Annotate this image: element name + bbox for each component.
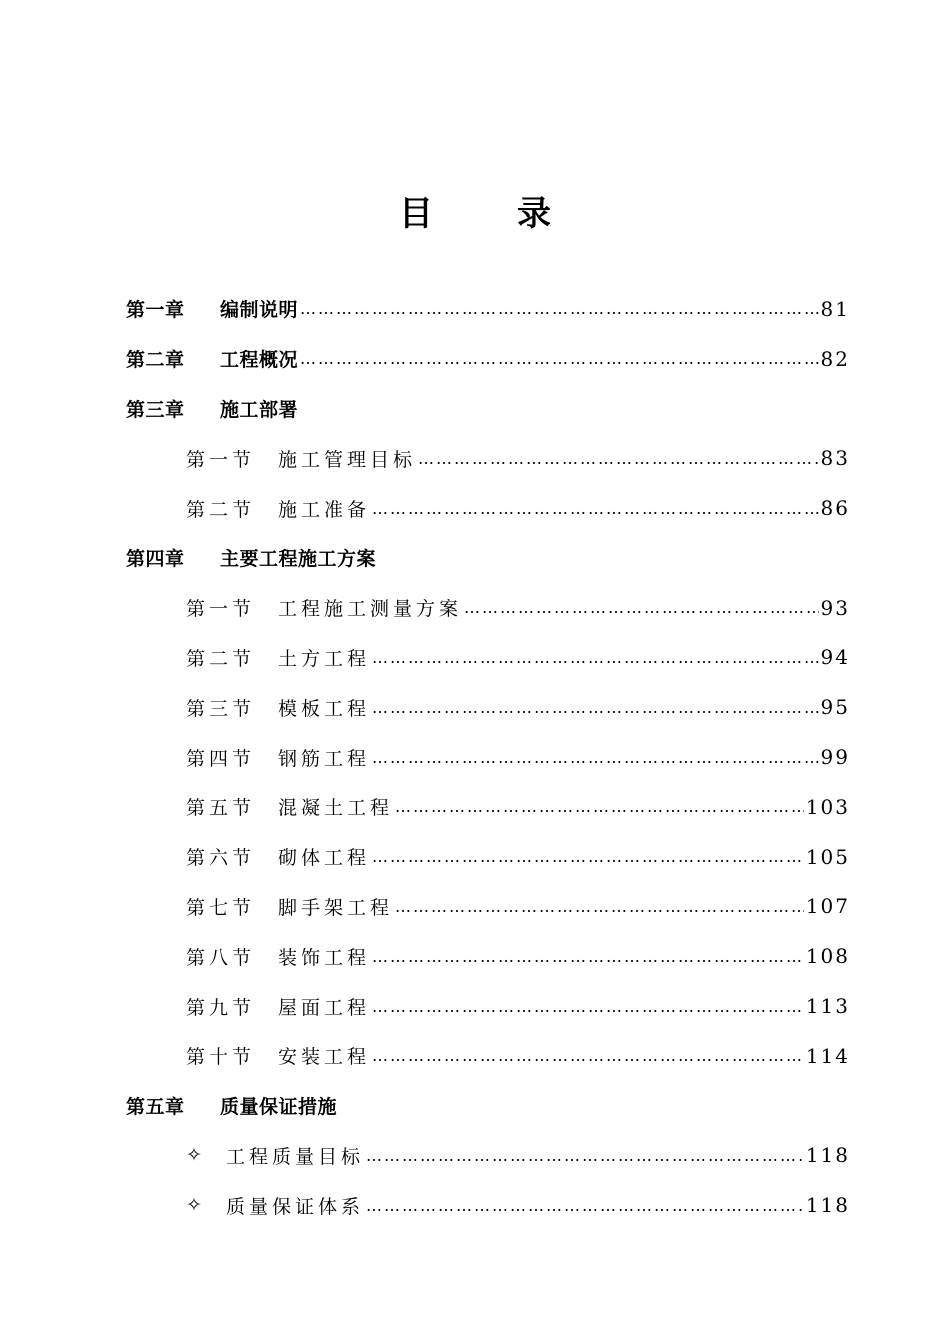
toc-entry[interactable] [126, 334, 850, 384]
toc-leader-dots [300, 299, 819, 318]
toc-entry[interactable] [126, 931, 850, 981]
toc-entry-label: 模板工程 [278, 697, 371, 720]
toc-entry-number: 第三章 [126, 398, 185, 421]
toc-entry[interactable] [126, 981, 850, 1031]
toc-leader-dots [395, 897, 804, 916]
toc-entry-number: 第九节 [186, 996, 256, 1019]
toc-entry-label: 脚手架工程 [278, 896, 394, 919]
toc-entry[interactable] [126, 782, 850, 832]
toc-entry-page: 108 [805, 944, 850, 969]
toc-entry-number: 第五节 [186, 797, 256, 820]
toc-entry-label: 屋面工程 [278, 996, 371, 1019]
toc-entry-page: 114 [805, 1043, 850, 1068]
bullet-icon: ✧ [186, 1194, 202, 1217]
toc-entry-page: 107 [805, 894, 850, 919]
toc-entry[interactable] [126, 1031, 850, 1081]
toc-entry-label: 工程质量目标 [226, 1145, 365, 1168]
toc-entry-number: 第二节 [186, 647, 256, 670]
toc-entry-label: 施工管理目标 [278, 448, 417, 471]
toc-entry-label: 主要工程施工方案 [220, 548, 377, 571]
toc-entry[interactable] [126, 1180, 850, 1230]
toc-entry[interactable] [126, 384, 850, 434]
toc-entry-label: 质量保证体系 [226, 1195, 365, 1218]
title-char-2: 录 [517, 194, 551, 234]
toc-entry-label: 安装工程 [278, 1046, 371, 1069]
toc-entry-number: 第一节 [186, 448, 256, 471]
toc-entry-page: 105 [805, 844, 850, 869]
toc-entry-number: 第一节 [186, 598, 256, 621]
toc-entry-label: 钢筋工程 [278, 747, 371, 770]
toc-entry-label: 土方工程 [278, 647, 371, 670]
toc-entry-number: 第七节 [186, 896, 256, 919]
toc-entry-page: 86 [820, 496, 850, 521]
toc-leader-dots [372, 698, 819, 717]
toc-entry-number: 第二章 [126, 349, 185, 372]
toc-leader-dots [372, 648, 819, 667]
toc-entry-page: 113 [805, 994, 850, 1019]
toc-leader-dots [372, 748, 819, 767]
toc-entry-page: 82 [820, 346, 850, 371]
toc-entry[interactable] [126, 882, 850, 932]
toc-leader-dots [372, 1046, 804, 1065]
toc-entry-number: 第十节 [186, 1046, 256, 1069]
toc-entry-number: 第八节 [186, 946, 256, 969]
bullet-icon: ✧ [186, 1144, 202, 1167]
toc-leader-dots [418, 449, 819, 468]
toc-entry-label: 砌体工程 [278, 847, 371, 870]
toc-entry-label: 施工准备 [278, 498, 371, 521]
toc-leader-dots [366, 1196, 804, 1215]
toc-entry-page: 118 [805, 1193, 850, 1218]
toc-entry-number: 第二节 [186, 498, 256, 521]
toc-entry-label: 工程概况 [220, 349, 299, 372]
toc-leader-dots [372, 947, 804, 966]
page-title [0, 186, 950, 235]
toc-leader-dots [464, 598, 819, 617]
toc-entry-label: 施工部署 [220, 398, 299, 421]
toc-entry[interactable] [126, 732, 850, 782]
toc-entry[interactable] [126, 633, 850, 683]
toc-entry-label: 混凝土工程 [278, 797, 394, 820]
toc-entry-page: 118 [805, 1143, 850, 1168]
toc-entry-number: 第四章 [126, 548, 185, 571]
toc-entry[interactable] [126, 433, 850, 483]
toc-entry[interactable] [126, 832, 850, 882]
toc-leader-dots [366, 1146, 804, 1165]
toc-entry[interactable] [126, 583, 850, 633]
toc-leader-dots [372, 997, 804, 1016]
toc-leader-dots [372, 847, 804, 866]
toc-entry-page: 83 [820, 446, 850, 471]
toc-entry-page: 99 [820, 745, 850, 770]
toc-entry-label: 质量保证措施 [220, 1096, 338, 1119]
toc-entry-number: 第三节 [186, 697, 256, 720]
toc-entry-label: 工程施工测量方案 [278, 598, 463, 621]
toc-entry[interactable] [126, 682, 850, 732]
toc-entry-label: 装饰工程 [278, 946, 371, 969]
toc-leader-dots [395, 797, 804, 816]
toc-entry-page: 81 [820, 296, 850, 321]
toc-leader-dots [300, 349, 819, 368]
toc-entry[interactable] [126, 1081, 850, 1131]
toc-leader-dots [372, 499, 819, 518]
toc-entry-number: 第六节 [186, 847, 256, 870]
toc-entry-page: 103 [805, 794, 850, 819]
toc-entry-number: 第五章 [126, 1096, 185, 1119]
toc-entry[interactable] [126, 533, 850, 583]
toc-entry-page: 95 [820, 695, 850, 720]
title-char-1: 目 [399, 194, 433, 234]
toc-entry-number: 第一章 [126, 299, 185, 322]
toc-entry-number: 第四节 [186, 747, 256, 770]
toc-entry-page: 93 [820, 595, 850, 620]
toc-entry[interactable] [126, 284, 850, 334]
table-of-contents [126, 284, 850, 1230]
toc-entry[interactable] [126, 483, 850, 533]
toc-entry-page: 94 [820, 645, 850, 670]
toc-entry[interactable] [126, 1131, 850, 1181]
toc-entry-label: 编制说明 [220, 299, 299, 322]
